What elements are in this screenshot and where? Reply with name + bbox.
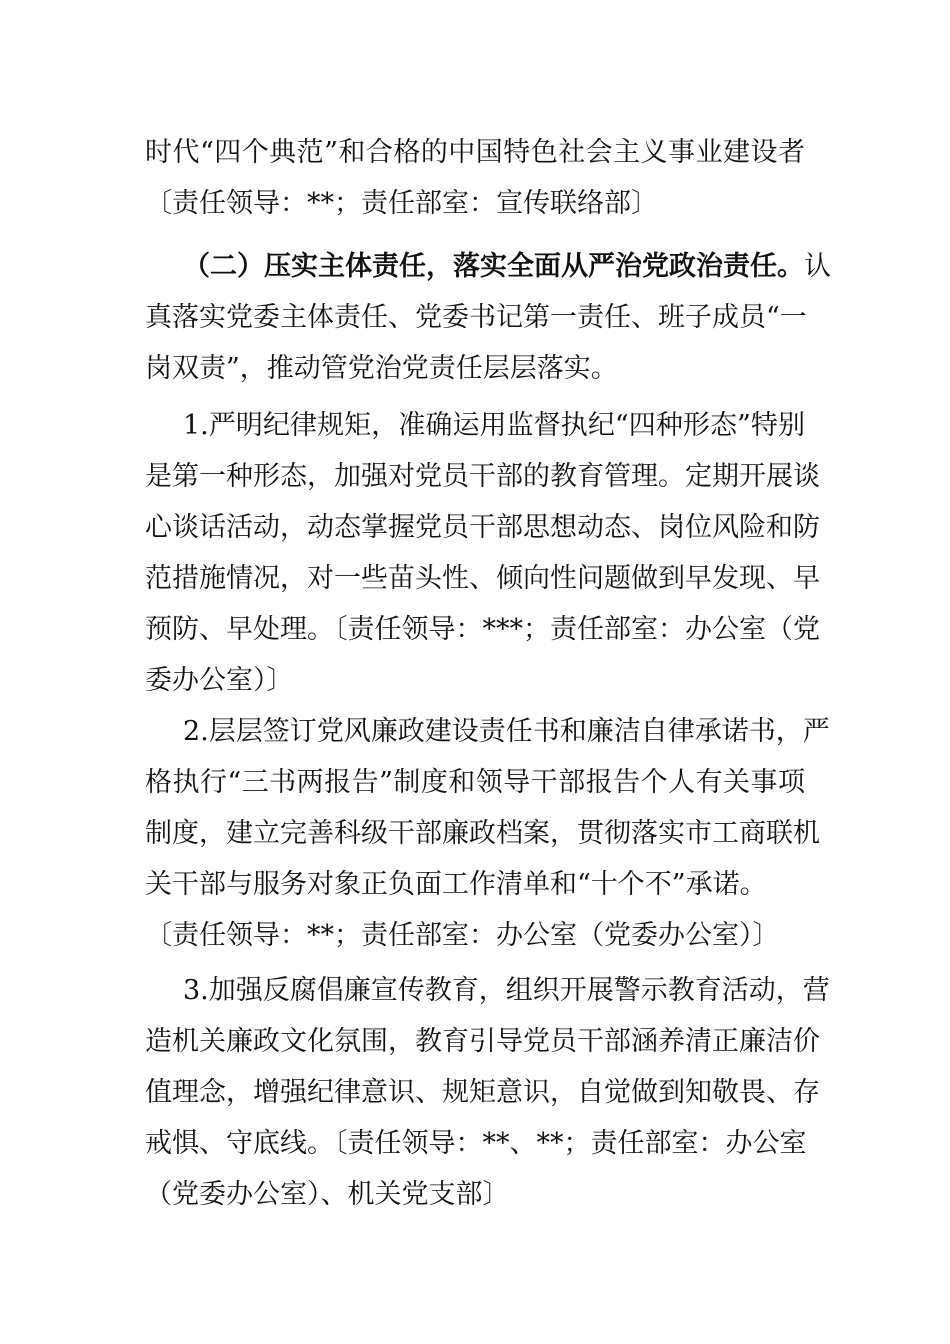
text-line: 3.加强反腐倡廉宣传教育，组织开展警示教育活动，营 [183,975,830,1006]
text-line: 格执行“三书两报告”制度和领导干部报告个人有关事项 [145,767,805,798]
text-line: 心谈话活动，动态掌握党员干部思想动态、岗位风险和防 [145,512,820,543]
text-line: 预防、早处理。〔责任领导：***；责任部室：办公室（党 [145,614,820,645]
text-line: 范措施情况，对一些苗头性、倾向性问题做到早发现、早 [145,563,820,594]
text-line: 关干部与服务对象正负面工作清单和“十个不”承诺。 [145,869,767,900]
text-line: 造机关廉政文化氛围，教育引导党员干部涵养清正廉洁价 [145,1026,820,1057]
text-line: 值理念，增强纪律意识、规矩意识，自觉做到知敬畏、存 [145,1077,820,1108]
section-heading: （二）压实主体责任，落实全面从严治党政治责任。 [183,251,804,282]
text-line: 是第一种形态，加强对党员干部的教育管理。定期开展谈 [145,461,820,492]
text-line: 真落实党委主体责任、党委书记第一责任、班子成员“一 [145,302,807,333]
text-line: 1.严明纪律规矩，准确运用监督执纪“四种形态”特别 [183,410,805,441]
text-line: 2.层层签订党风廉政建设责任书和廉洁自律承诺书，严 [183,716,830,747]
text-line: 委办公室）〕 [145,665,294,696]
paragraph-item-2 [145,706,830,961]
text-line: 时代“四个典范”和合格的中国特色社会主义事业建设者 [145,137,805,168]
text-line: 〔责任领导：**；责任部室：宣传联络部〕 [145,188,658,219]
section-heading-paragraph [145,241,831,394]
text-line [145,241,831,292]
text-line: 戒惧、守底线。〔责任领导：**、**；责任部室：办公室 [145,1128,807,1159]
text-line: 岗双责”，推动管党治党责任层层落实。 [145,353,618,384]
paragraph-item-1 [145,400,820,706]
paragraph-item-3 [145,965,830,1220]
text-line: （党委办公室）、机关党支部〕 [145,1179,510,1210]
heading-tail-text: 认 [804,251,831,282]
text-line: 〔责任领导：**；责任部室：办公室（党委办公室）〕 [145,920,780,951]
paragraph-continuation [145,127,805,229]
text-line: 制度，建立完善科级干部廉政档案，贯彻落实市工商联机 [145,818,820,849]
